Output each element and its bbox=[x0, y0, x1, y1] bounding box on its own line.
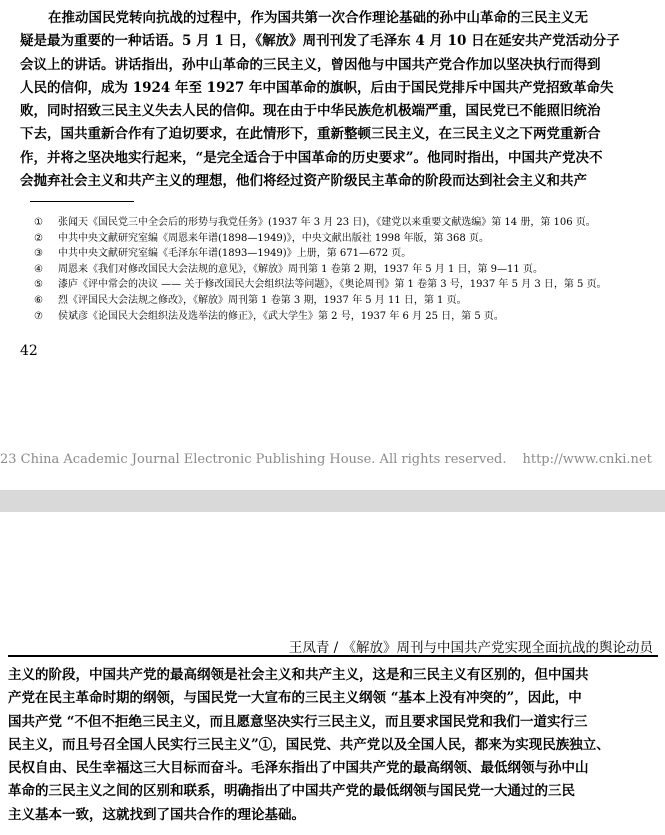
footnote-text: 周恩来《我们对修改国民大会法规的意见》，《解放》周刊第 1 卷第 2 期，1937 年 5 月 1 日，第 9—11 页。 bbox=[58, 263, 543, 275]
body-line: 国共产党 “不但不拒绝三民主义，而且愿意坚决实行三民主义，而且要求国民党和我们一道实行三 bbox=[8, 713, 588, 730]
footnote bbox=[34, 215, 654, 231]
body-line: 民主义，而且号召全国人民实行三民主义”①，国民党、共产党以及全国人民，都来为实现民族独立、 bbox=[8, 736, 610, 753]
footnote-number: ⑤ bbox=[34, 279, 43, 291]
page1-body-text bbox=[20, 7, 660, 193]
footnote-text: 烈《评国民大会法规之修改》，《解放》周刊第 1 卷第 3 期，1937 年 5 月 11 日，第 1 页。 bbox=[58, 294, 467, 306]
footnotes bbox=[34, 215, 654, 324]
footnote-number: ④ bbox=[34, 263, 43, 275]
body-line: 产党在民主革命时期的纲领，与国民党一大宣布的三民主义纲领 “基本上没有冲突的”，因此，中 bbox=[8, 690, 582, 707]
body-line: 败，同时招致三民主义失去人民的信仰。现在由于中华民族危机极端严重，国民党已不能照旧统治 bbox=[20, 103, 601, 120]
footnote-number: ⑥ bbox=[34, 294, 43, 306]
site-url: http://www.cnki.net bbox=[522, 452, 652, 467]
copyright-text: 23 China Academic Journal Electronic Publishing House. All rights reserved. bbox=[0, 452, 507, 467]
copyright-footer bbox=[0, 452, 665, 467]
footnote-text: 中共中央文献研究室编《周恩来年谱(1898—1949)》，中央文献出版社 1998 年版，第 368 页。 bbox=[58, 232, 489, 244]
page-separator bbox=[0, 490, 665, 512]
footnote bbox=[34, 231, 654, 247]
body-line: 主义的阶段，中国共产党的最高纲领是社会主义和共产主义，这是和三民主义有区别的，但中国共 bbox=[8, 667, 589, 683]
footnote bbox=[34, 293, 654, 309]
footnote-text: 侯斌彦《论国民大会组织法及选举法的修正》，《武大学生》第 2 号，1937 年 6 月 25 日，第 5 页。 bbox=[58, 310, 504, 322]
footnote bbox=[34, 262, 654, 278]
body-line: 民权自由、民生幸福这三大目标而奋斗。毛泽东指出了中国共产党的最高纲领、最低纲领与孙中山 bbox=[8, 760, 589, 777]
footnote-number: ⑦ bbox=[34, 310, 43, 322]
footnote-text: 中共中央文献研究室编《毛泽东年谱(1893—1949)》上册，第 671—672 页。 bbox=[58, 248, 412, 260]
running-header: 王凤青 / 《解放》周刊与中国共产党实现全面抗战的舆论动员 bbox=[288, 640, 653, 656]
footnote-text: 漆庐《评中常会的决议 —— 关于修改国民大会组织法等问题》，《奥论周刊》第 1 卷第 3 号，1937 年 5 月 3 日，第 5 页。 bbox=[58, 279, 607, 291]
page-number: 42 bbox=[20, 343, 38, 359]
body-line: 主义基本一致，这就找到了国共合作的理论基础。 bbox=[8, 806, 305, 823]
body-line: 会议上的讲话。讲话指出，孙中山革命的三民主义，曾因他与中国共产党合作加以坚决执行而得到 bbox=[20, 56, 601, 73]
body-line: 人民的信仰，成为 1924 年至 1927 年中国革命的旗帜，后由于国民党排斥中国共产党招致革命失 bbox=[20, 79, 614, 96]
footnote-number: ② bbox=[34, 232, 43, 244]
body-line: 疑是最为重要的一种话语。5 月 1 日，《解放》周刊刊发了毛泽东 4 月 10 日在延安共产党活动分子 bbox=[20, 33, 620, 50]
footnote-number: ③ bbox=[34, 248, 43, 260]
footnote-separator bbox=[30, 201, 134, 202]
footnote bbox=[34, 309, 654, 325]
body-line: 下去，国共重新合作有了迫切要求，在此情形下，重新整顿三民主义，在三民主义之下两党重新合 bbox=[20, 126, 601, 143]
body-line: 革命的三民主义之间的区别和联系，明确指出了中国共产党的最低纲领与国民党一大通过的三民 bbox=[8, 783, 575, 800]
footnote bbox=[34, 246, 654, 262]
body-line: 在推动国民党转向抗战的过程中，作为国共第一次合作理论基础的孙中山革命的三民主义无 bbox=[48, 10, 588, 26]
footnote-text: 张闻天《国民党三中全会后的形势与我党任务》(1937 年 3 月 23 日)，《建党以来重要文献选编》第 14 册，第 106 页。 bbox=[58, 217, 596, 228]
page2-body-text bbox=[8, 664, 660, 827]
body-line: 会抛弃社会主义和共产主义的理想，他们将经过资产阶级民主革命的阶段而达到社会主义和共产 bbox=[20, 173, 587, 190]
footnote-number: ① bbox=[34, 217, 43, 228]
body-line: 作，并将之坚决地实行起来，“是完全适合于中国革命的历史要求”。他同时指出，中国共产党决不 bbox=[20, 149, 603, 166]
header-rule bbox=[8, 655, 658, 657]
footnote bbox=[34, 277, 654, 293]
